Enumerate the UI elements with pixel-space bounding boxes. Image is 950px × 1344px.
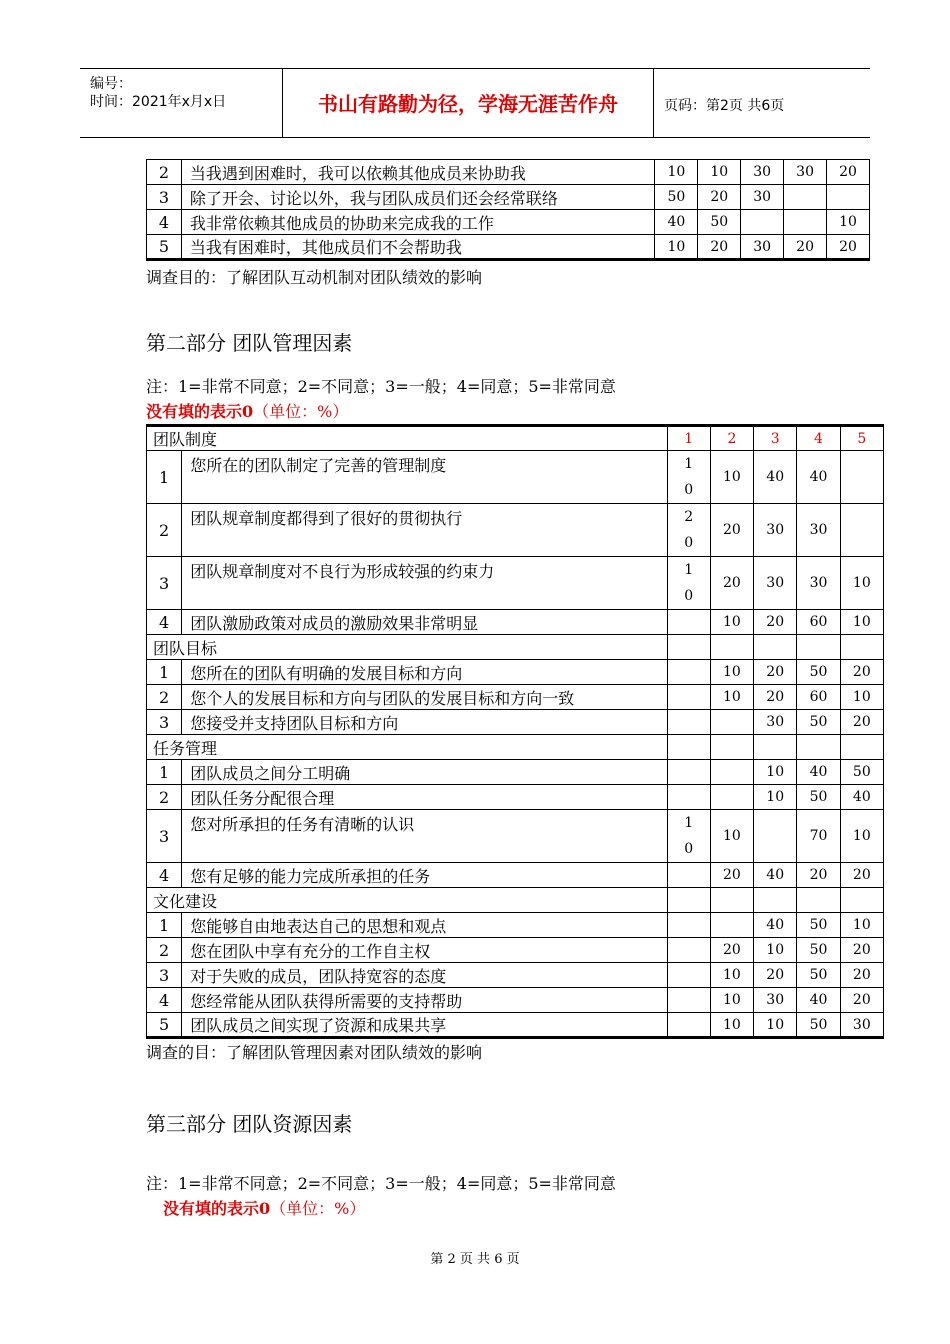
row-value: 30 [754,710,797,735]
row-number: 5 [147,1013,182,1038]
row-value: 20 [840,660,883,685]
empty-cell [754,735,797,760]
row-statement: 您所在的团队有明确的发展目标和方向 [182,660,667,685]
empty-cell [754,888,797,913]
row-value: 30 [797,557,840,610]
row-number: 1 [147,913,182,938]
table-row [147,785,884,810]
row-number: 4 [147,988,182,1013]
category-name: 团队制度 [147,426,668,451]
empty-cell [710,635,753,660]
row-value: 10 [754,785,797,810]
row-number: 5 [147,235,182,260]
empty-cell [797,635,840,660]
row-value [667,963,710,988]
row-value [667,660,710,685]
row-number: 4 [147,610,182,635]
row-value: 30 [741,160,784,185]
row-value: 20 [827,235,870,260]
empty-cell [667,888,710,913]
empty-cell [840,735,883,760]
page-header [80,68,870,138]
table-row [147,1013,884,1038]
row-value: 10 [754,1013,797,1038]
row-statement: 除了开会、讨论以外，我与团队成员们还会经常联络 [181,185,655,210]
row-value: 50 [840,760,883,785]
row-number: 2 [147,785,182,810]
scale-header: 4 [797,426,840,451]
row-statement: 当我遇到困难时，我可以依赖其他成员来协助我 [181,160,655,185]
row-value: 20 [840,710,883,735]
row-value [827,185,870,210]
row-value: 10 [840,913,883,938]
row-value: 50 [698,210,741,235]
row-value: 10 [754,760,797,785]
category-row [147,888,884,913]
part2-unfilled-note [146,399,348,422]
row-statement: 团队规章制度都得到了很好的贯彻执行 [182,504,667,557]
row-value: 10 [840,810,883,863]
row-value: 30 [840,1013,883,1038]
row-value: 40 [797,760,840,785]
table-row [147,963,884,988]
row-statement: 您经常能从团队获得所需要的支持帮助 [182,988,667,1013]
row-statement: 您个人的发展目标和方向与团队的发展目标和方向一致 [182,685,667,710]
category-row [147,735,884,760]
empty-cell [840,888,883,913]
row-value: 60 [797,685,840,710]
empty-cell [667,735,710,760]
row-value [667,988,710,1013]
part2-purpose: 调查的目：了解团队管理因素对团队绩效的影响 [146,1043,483,1062]
row-value: 10 [710,660,753,685]
row-value: 20 [754,963,797,988]
table-row [147,863,884,888]
part3-note: 注：1=非常不同意；2=不同意；3=一般；4=同意；5=非常同意 [146,1174,616,1193]
row-value: 30 [754,504,797,557]
row-value: 30 [754,557,797,610]
row-value [667,685,710,710]
row-statement: 我非常依赖其他成员的协助来完成我的工作 [181,210,655,235]
row-value: 20 [827,160,870,185]
row-value: 40 [754,913,797,938]
row-number: 4 [147,863,182,888]
row-value: 30 [797,504,840,557]
row-value: 20 [754,660,797,685]
row-value: 10 [710,1013,753,1038]
scale-header: 5 [840,426,883,451]
part1-purpose: 调查目的：了解团队互动机制对团队绩效的影响 [146,268,483,287]
part3-title: 第三部分 团队资源因素 [146,1112,353,1136]
header-page-info: 页码：第2页 共6页 [664,98,785,114]
table-row [147,988,884,1013]
scale-header: 2 [710,426,753,451]
empty-cell [840,635,883,660]
row-value: 50 [797,913,840,938]
row-value: 30 [741,185,784,210]
row-value: 10 [655,160,698,185]
empty-cell [754,635,797,660]
row-value [710,710,753,735]
row-value: 10 [698,160,741,185]
row-statement: 团队激励政策对成员的激励效果非常明显 [182,610,667,635]
row-value: 1 0 [667,451,710,504]
row-value: 30 [754,988,797,1013]
table-row [147,913,884,938]
row-value: 10 [754,938,797,963]
row-statement: 团队成员之间分工明确 [182,760,667,785]
row-value: 20 [797,863,840,888]
row-value: 20 [698,185,741,210]
empty-cell [710,735,753,760]
row-value: 70 [797,810,840,863]
part1-table [146,159,870,261]
row-value: 50 [655,185,698,210]
unfilled-text: 没有填的表示0 [146,402,254,421]
row-number: 1 [147,760,182,785]
row-value: 50 [797,660,840,685]
row-value: 10 [840,685,883,710]
row-value: 10 [655,235,698,260]
row-value: 20 [840,963,883,988]
table-row [147,710,884,735]
row-value: 10 [840,610,883,635]
row-statement: 对于失败的成员，团队持宽容的态度 [182,963,667,988]
row-value: 20 [710,863,753,888]
row-value [840,451,883,504]
table-row [147,810,884,863]
table-row [147,235,870,260]
row-statement: 您在团队中享有充分的工作自主权 [182,938,667,963]
row-value: 1 0 [667,810,710,863]
row-value: 30 [784,160,827,185]
row-value: 10 [710,610,753,635]
table-row [147,504,884,557]
row-number: 4 [147,210,182,235]
row-number: 3 [147,810,182,863]
row-value: 10 [710,988,753,1013]
unit-text: （单位：%） [253,402,349,421]
row-number: 1 [147,660,182,685]
row-value [784,185,827,210]
row-value: 20 [840,988,883,1013]
row-value [784,210,827,235]
row-value [667,610,710,635]
table-row [147,660,884,685]
header-meta [80,69,283,137]
row-number: 2 [147,938,182,963]
row-statement: 团队任务分配很合理 [182,785,667,810]
row-value: 10 [710,963,753,988]
row-number: 2 [147,504,182,557]
row-statement: 您对所承担的任务有清晰的认识 [182,810,667,863]
row-value: 2 0 [667,504,710,557]
table-row [147,185,870,210]
row-value: 40 [754,863,797,888]
row-value: 20 [754,610,797,635]
row-value: 20 [710,557,753,610]
row-statement: 当我有困难时，其他成员们不会帮助我 [181,235,655,260]
row-value: 20 [840,938,883,963]
row-value: 50 [797,710,840,735]
row-value [840,504,883,557]
row-value [667,938,710,963]
row-value: 50 [797,1013,840,1038]
scale-header: 1 [667,426,710,451]
row-number: 1 [147,451,182,504]
row-value: 1 0 [667,557,710,610]
row-value: 20 [710,938,753,963]
table-row [147,685,884,710]
row-value: 50 [797,938,840,963]
row-value: 40 [797,988,840,1013]
row-value [741,210,784,235]
unfilled-text: 没有填的表示0 [163,1199,271,1218]
row-number: 2 [147,160,182,185]
row-value: 10 [710,685,753,710]
row-value: 20 [784,235,827,260]
row-value [710,913,753,938]
unit-text: （单位：%） [270,1199,366,1218]
row-value: 50 [797,963,840,988]
category-name: 任务管理 [147,735,668,760]
row-value: 50 [797,785,840,810]
part3-unfilled-note [163,1196,365,1219]
row-statement: 您能够自由地表达自己的思想和观点 [182,913,667,938]
row-value [710,760,753,785]
row-statement: 您所在的团队制定了完善的管理制度 [182,451,667,504]
row-value [667,760,710,785]
row-statement: 团队规章制度对不良行为形成较强的约束力 [182,557,667,610]
row-value: 60 [797,610,840,635]
time-label: 时间：2021年x月x日 [90,94,227,110]
row-number: 3 [147,710,182,735]
table-row [147,557,884,610]
row-value [667,710,710,735]
table-row [147,760,884,785]
row-value: 40 [840,785,883,810]
row-number: 3 [147,185,182,210]
row-number: 2 [147,685,182,710]
table-row [147,610,884,635]
row-statement: 团队成员之间实现了资源和成果共享 [182,1013,667,1038]
page-footer: 第 2 页 共 6 页 [430,1252,520,1267]
row-value: 30 [741,235,784,260]
row-value: 40 [655,210,698,235]
row-value [667,863,710,888]
part2-table [146,424,884,1039]
row-value: 10 [710,810,753,863]
empty-cell [797,735,840,760]
row-value [754,810,797,863]
row-value: 40 [797,451,840,504]
row-value [667,1013,710,1038]
table-row [147,938,884,963]
table-row [147,451,884,504]
category-row [147,635,884,660]
scale-header: 3 [754,426,797,451]
number-label: 编号： [90,76,132,92]
row-statement: 您有足够的能力完成所承担的任务 [182,863,667,888]
row-value: 40 [754,451,797,504]
row-number: 3 [147,963,182,988]
row-value: 10 [827,210,870,235]
row-value: 10 [710,451,753,504]
row-value [710,785,753,810]
part2-note: 注：1=非常不同意；2=不同意；3=一般；4=同意；5=非常同意 [146,377,616,396]
row-value: 10 [840,557,883,610]
row-value [667,913,710,938]
table-row [147,160,870,185]
empty-cell [797,888,840,913]
part2-title: 第二部分 团队管理因素 [146,331,353,355]
empty-cell [667,635,710,660]
category-name: 文化建设 [147,888,668,913]
row-statement: 您接受并支持团队目标和方向 [182,710,667,735]
row-value: 20 [840,863,883,888]
table-row [147,210,870,235]
empty-cell [710,888,753,913]
header-motto: 书山有路勤为径，学海无涯苦作舟 [283,69,654,137]
row-value: 20 [698,235,741,260]
category-name: 团队目标 [147,635,668,660]
row-number: 3 [147,557,182,610]
category-row [147,426,884,451]
row-value: 20 [710,504,753,557]
row-value: 20 [754,685,797,710]
row-value [667,785,710,810]
